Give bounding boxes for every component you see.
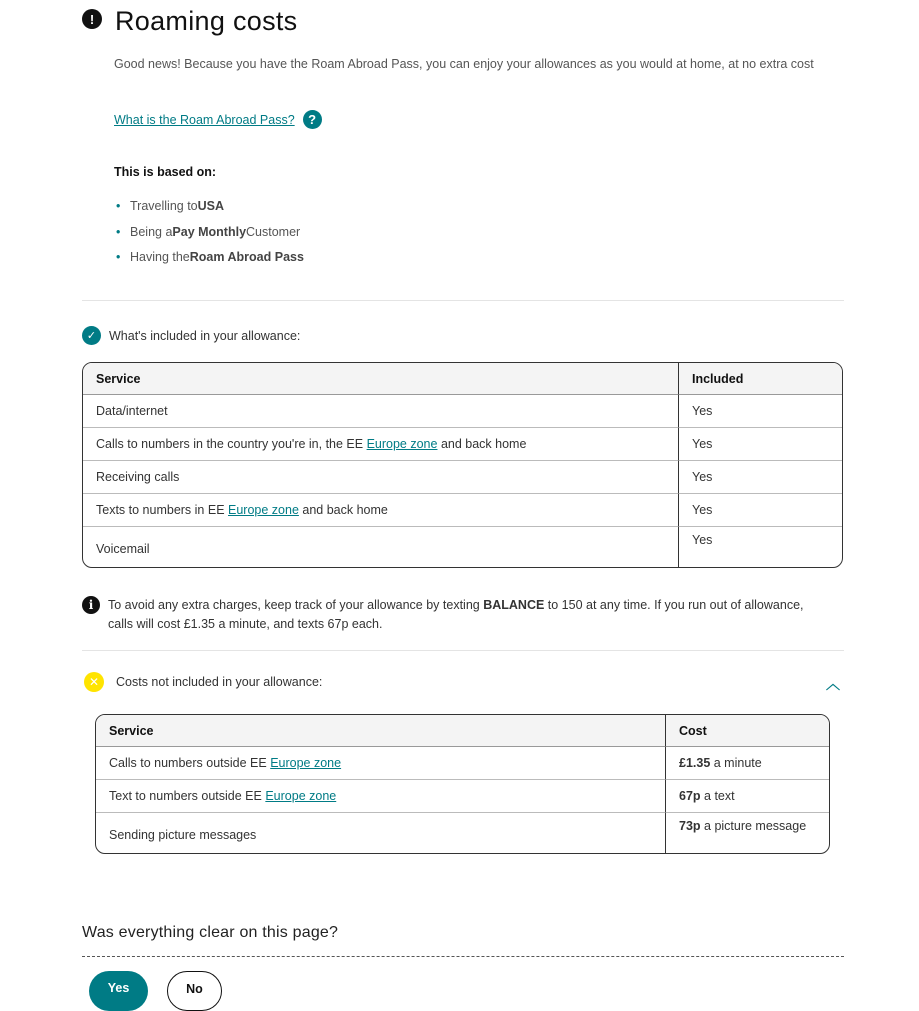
not-included-heading: Costs not included in your allowance:	[116, 675, 323, 689]
table-header-row	[96, 715, 829, 747]
feedback-yes-button[interactable]: Yes	[89, 971, 148, 1011]
table-row: Calls to numbers in the country you're in, the EE Europe zone and back home Yes	[83, 428, 842, 461]
roam-abroad-pass-link[interactable]: What is the Roam Abroad Pass?	[114, 112, 295, 127]
table-row: Sending picture messages 73p a picture message	[96, 813, 829, 853]
page-header	[82, 6, 297, 37]
col-service-header: Service	[96, 715, 666, 747]
intro-text: Good news! Because you have the Roam Abroad Pass, you can enjoy your allowances as you would at home, at no extra cost	[114, 57, 814, 71]
question-icon[interactable]: ?	[303, 110, 322, 129]
col-service-header: Service	[83, 363, 679, 395]
table-row: Data/internet Yes	[83, 395, 842, 428]
based-on-heading: This is based on:	[114, 165, 217, 179]
dashed-divider	[82, 956, 844, 957]
table-row: Text to numbers outside EE Europe zone 67p a text	[96, 780, 829, 813]
table-row: Receiving calls Yes	[83, 461, 842, 494]
divider	[82, 650, 844, 651]
table-header-row	[83, 363, 842, 395]
help-row	[114, 110, 322, 129]
not-included-table	[95, 714, 830, 854]
included-table	[82, 362, 843, 568]
table-row: Texts to numbers in EE Europe zone and back home Yes	[83, 494, 842, 527]
col-cost-header: Cost	[666, 715, 829, 747]
europe-zone-link[interactable]: Europe zone	[228, 503, 299, 517]
europe-zone-link[interactable]: Europe zone	[270, 756, 342, 770]
feedback-no-button[interactable]: No	[167, 971, 222, 1011]
list-item: • Having the Roam Abroad Pass	[116, 250, 304, 264]
based-on-list	[116, 199, 304, 276]
included-heading: What's included in your allowance:	[109, 328, 301, 343]
list-item: • Being a Pay Monthly Customer	[116, 224, 301, 239]
check-icon: ✓	[82, 326, 101, 345]
feedback-question: Was everything clear on this page?	[82, 924, 339, 941]
divider	[82, 300, 844, 301]
list-item: • Travelling to USA	[116, 199, 225, 213]
chevron-up-icon[interactable]: ︿	[826, 676, 840, 692]
included-heading-row	[82, 326, 300, 345]
allowance-info-text: To avoid any extra charges, keep track of your allowance by texting BALANCE to 150 at any time. If you run out of allowance, calls will cost £1.35 a minute, and texts 67p each.	[108, 598, 804, 631]
europe-zone-link[interactable]: Europe zone	[366, 437, 438, 451]
info-icon: i	[82, 596, 100, 614]
close-icon: ✕	[84, 672, 104, 692]
exclamation-icon: !	[82, 9, 102, 29]
page-title: Roaming costs	[115, 6, 298, 36]
table-row: Calls to numbers outside EE Europe zone £1.35 a minute	[96, 747, 829, 780]
table-row: Voicemail Yes	[83, 527, 842, 567]
col-included-header: Included	[679, 363, 842, 395]
not-included-heading-row[interactable]	[84, 672, 322, 692]
info-icon-wrap	[82, 596, 100, 614]
europe-zone-link[interactable]: Europe zone	[265, 789, 337, 803]
